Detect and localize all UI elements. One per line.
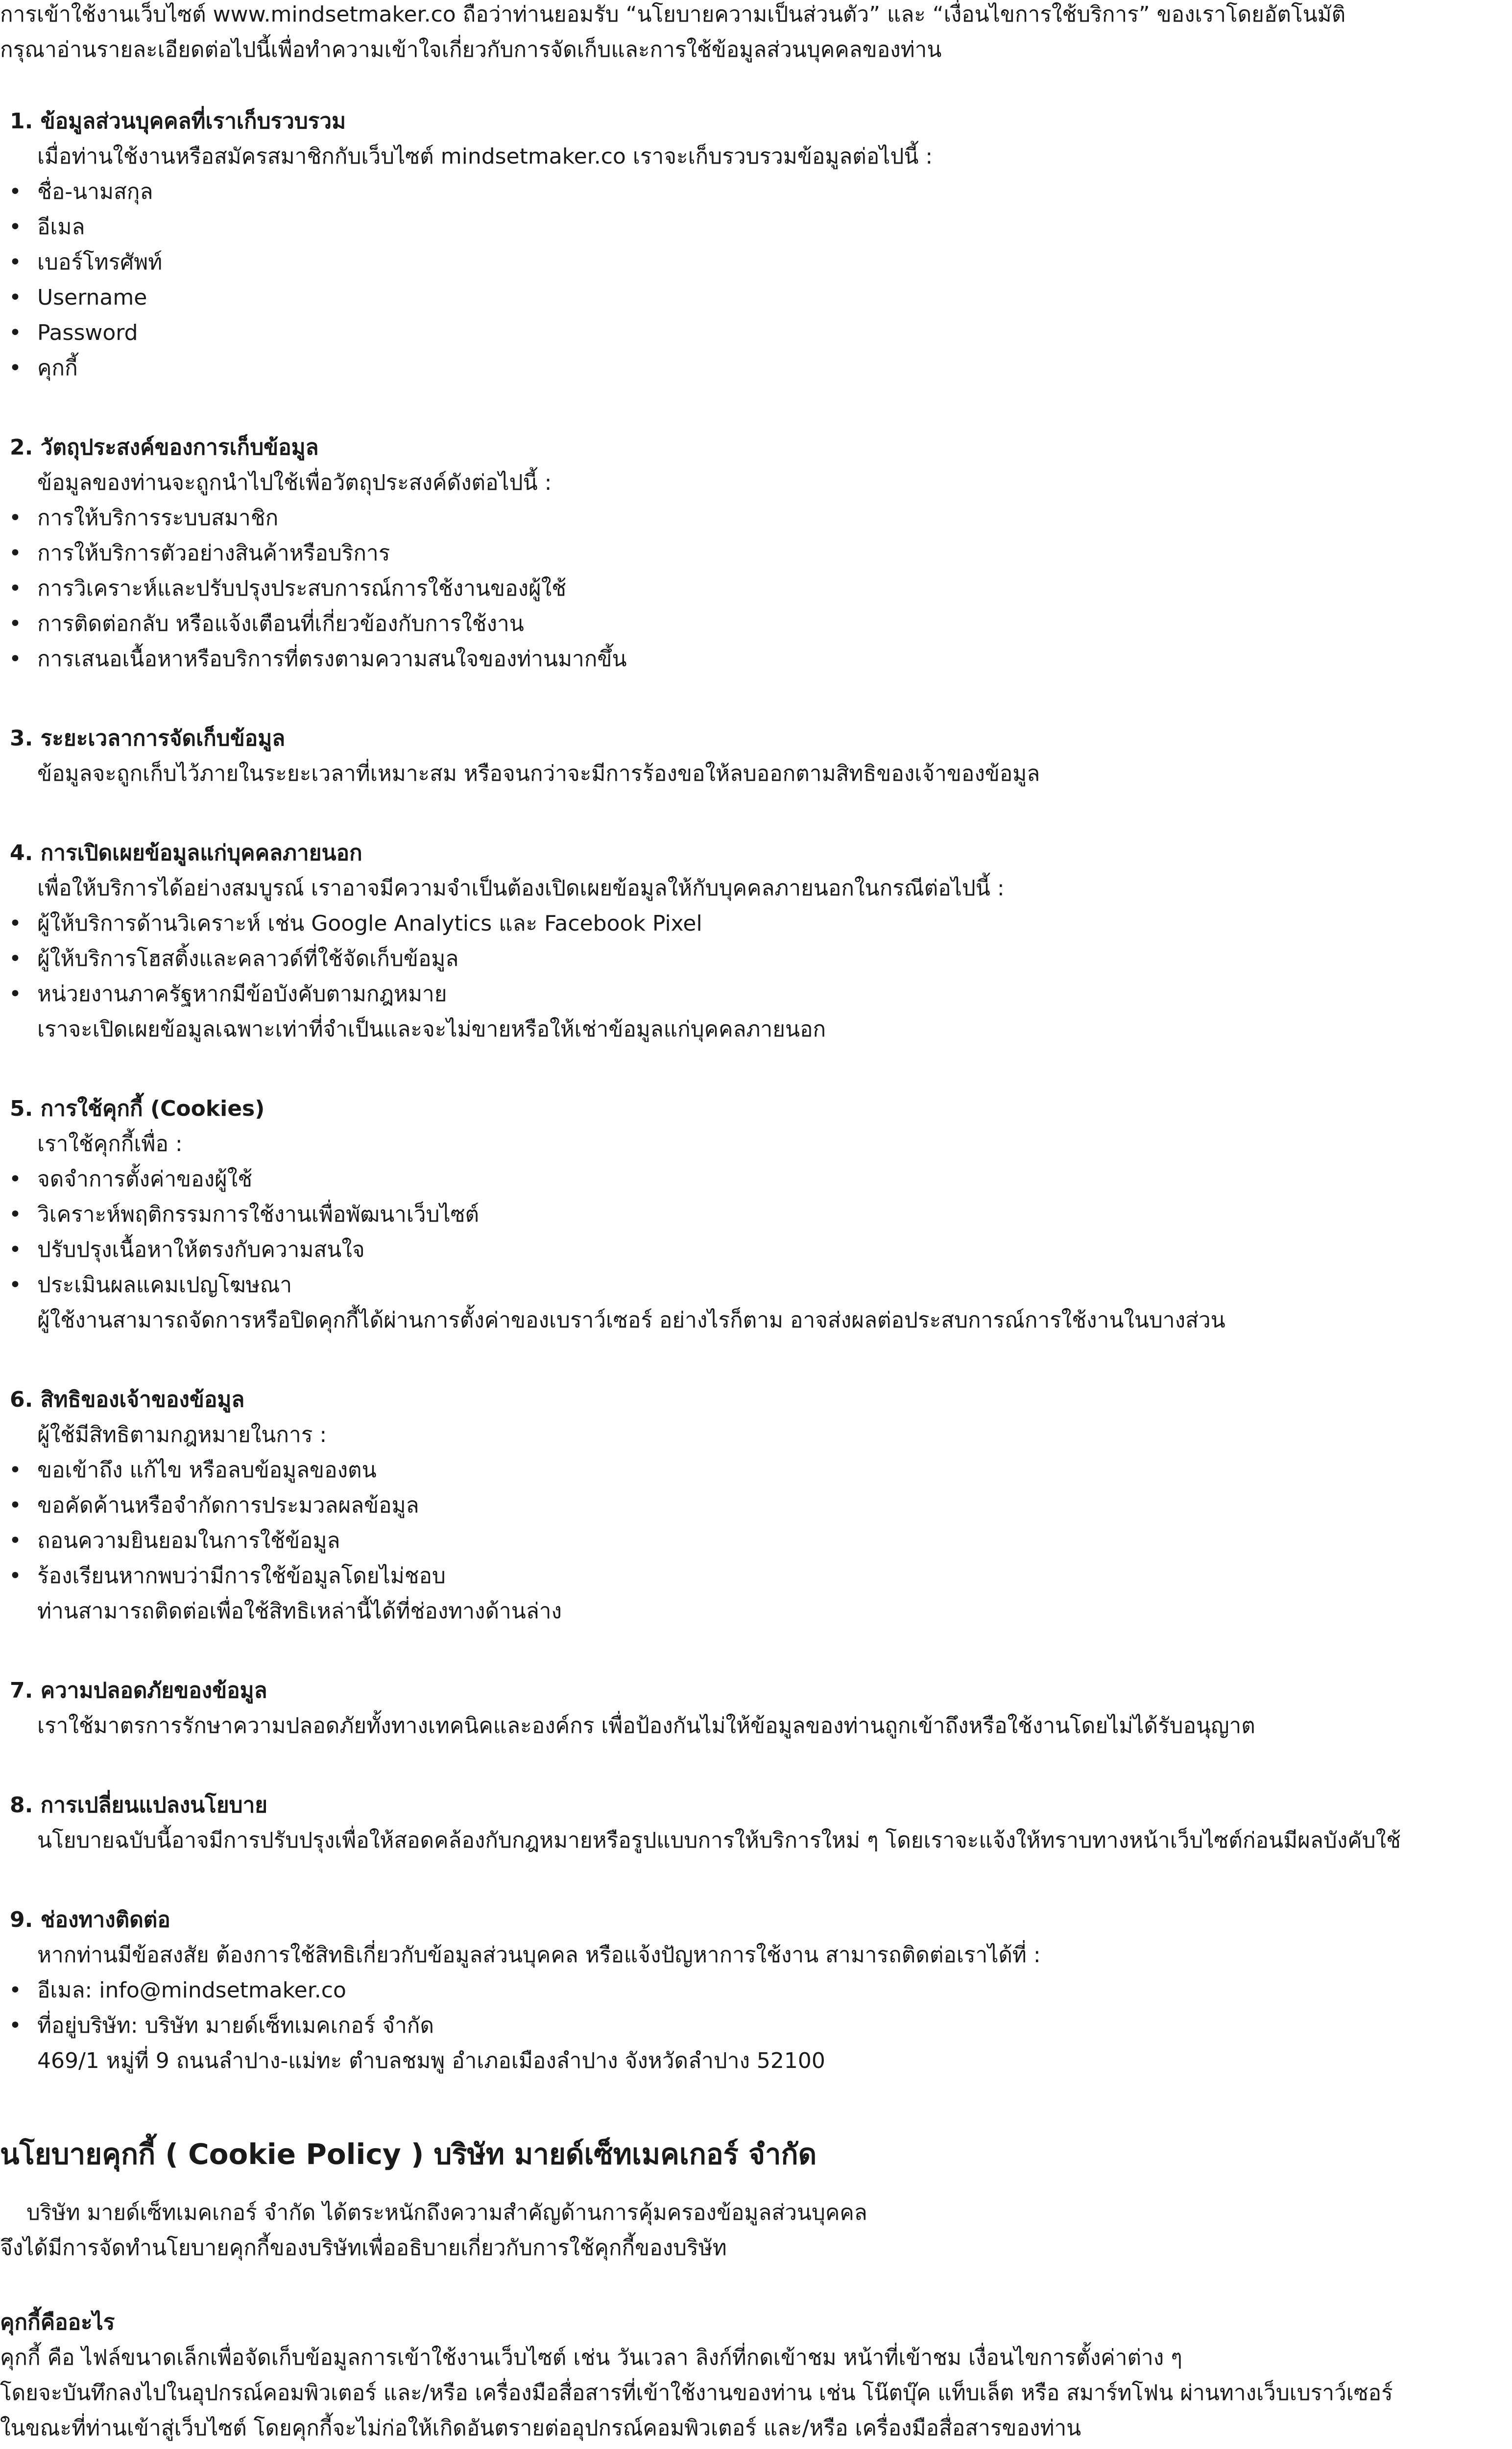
bullet-item: ผู้ให้บริการด้านวิเคราะห์ เช่น Google Analytics และ Facebook Pixel <box>37 911 702 936</box>
cookie-policy-title: นโยบายคุกกี้ ( Cookie Policy ) บริษัท มายด์เซ็ทเมคเกอร์ จำกัด <box>0 2137 817 2171</box>
bullet-icon: • <box>9 647 22 672</box>
bullet-item: Password <box>37 320 138 345</box>
bullet-icon: • <box>9 982 22 1007</box>
bullet-item: ขอคัดค้านหรือจำกัดการประมวลผลข้อมูล <box>37 1493 419 1518</box>
section-title: 3. ระยะเวลาการจัดเก็บข้อมูล <box>10 726 286 751</box>
bullet-item: อีเมล <box>37 215 85 240</box>
section-text: เราใช้มาตรการรักษาความปลอดภัยทั้งทางเทคนิคและองค์กร เพื่อป้องกันไม่ให้ข้อมูลของท่านถูกเข้าถึงหรือใช้งานโดยไม่ได้รับอนุญาต <box>37 1713 1255 1738</box>
body-line: โดยจะบันทึกลงไปในอุปกรณ์คอมพิวเตอร์ และ/หรือ เครื่องมือสื่อสารที่เข้าใช้งานของท่าน เช่น โน๊ตบุ๊ค แท็บเล็ต หรือ สมาร์ทโฟน ผ่านทางเว็บเบราว์เซอร์ <box>0 2380 1393 2405</box>
bullet-icon: • <box>9 505 22 530</box>
section-text: 469/1 หมู่ที่ 9 ถนนลำปาง-แม่ทะ ตำบลชมพู อำเภอเมืองลำปาง จังหวัดลำปาง 52100 <box>37 2048 825 2073</box>
section-text: ข้อมูลจะถูกเก็บไว้ภายในระยะเวลาที่เหมาะสม หรือจนกว่าจะมีการร้องขอให้ลบออกตามสิทธิของเจ้าของข้อมูล <box>37 761 1040 786</box>
section-text: เราจะเปิดเผยข้อมูลเฉพาะเท่าที่จำเป็นและจะไม่ขายหรือให้เช่าข้อมูลแก่บุคคลภายนอก <box>37 1017 826 1042</box>
bullet-item: ที่อยู่บริษัท: บริษัท มายด์เซ็ทเมคเกอร์ จำกัด <box>37 2013 434 2038</box>
bullet-icon: • <box>9 285 22 310</box>
intro-line: กรุณาอ่านรายละเอียดต่อไปนี้เพื่อทำความเข้าใจเกี่ยวกับการจัดเก็บและการใช้ข้อมูลส่วนบุคคลของท่าน <box>0 37 942 62</box>
bullet-item: อีเมล: info@mindsetmaker.co <box>37 1978 346 2003</box>
section-title: 8. การเปลี่ยนแปลงนโยบาย <box>10 1793 268 1818</box>
bullet-item: การให้บริการตัวอย่างสินค้าหรือบริการ <box>37 541 390 566</box>
bullet-item: ปรับปรุงเนื้อหาให้ตรงกับความสนใจ <box>37 1237 365 1262</box>
bullet-icon: • <box>9 1528 22 1553</box>
section-title: 5. การใช้คุกกี้ (Cookies) <box>10 1096 265 1121</box>
bullet-icon: • <box>9 1978 22 2003</box>
bullet-icon: • <box>9 1237 22 1262</box>
section-text: เมื่อท่านใช้งานหรือสมัครสมาชิกกับเว็บไซต์ mindsetmaker.co เราจะเก็บรวบรวมข้อมูลต่อไปนี้ : <box>37 144 933 169</box>
section-title: 1. ข้อมูลส่วนบุคคลที่เราเก็บรวบรวม <box>10 109 346 134</box>
bullet-icon: • <box>9 1273 22 1297</box>
bullet-item: เบอร์โทรศัพท์ <box>37 250 163 275</box>
bullet-item: ชื่อ-นามสกุล <box>37 179 153 204</box>
bullet-item: วิเคราะห์พฤติกรรมการใช้งานเพื่อพัฒนาเว็บไซต์ <box>37 1202 480 1227</box>
section-title: 7. ความปลอดภัยของข้อมูล <box>10 1678 267 1703</box>
section-text: ข้อมูลของท่านจะถูกนำไปใช้เพื่อวัตถุประสงค์ดังต่อไปนี้ : <box>37 470 552 495</box>
bullet-item: ขอเข้าถึง แก้ไข หรือลบข้อมูลของตน <box>37 1458 377 1483</box>
bullet-item: ผู้ให้บริการโฮสติ้งและคลาวด์ที่ใช้จัดเก็บข้อมูล <box>37 946 459 971</box>
body-line: ในขณะที่ท่านเข้าสู่เว็บไซต์ โดยคุกกี้จะไม่ก่อให้เกิดอันตรายต่ออุปกรณ์คอมพิวเตอร์ และ/หรือ เครื่องมือสื่อสารของท่าน <box>0 2416 1081 2441</box>
section-title: 9. ช่องทางติดต่อ <box>10 1907 170 1932</box>
section-title: 6. สิทธิของเจ้าของข้อมูล <box>10 1387 245 1412</box>
bullet-item: ร้องเรียนหากพบว่ามีการใช้ข้อมูลโดยไม่ชอบ <box>37 1563 446 1588</box>
section-text: ท่านสามารถติดต่อเพื่อใช้สิทธิเหล่านี้ได้ที่ช่องทางด้านล่าง <box>37 1599 562 1624</box>
bullet-item: การให้บริการระบบสมาชิก <box>37 505 279 530</box>
bullet-icon: • <box>9 911 22 936</box>
bullet-icon: • <box>9 250 22 275</box>
bullet-icon: • <box>9 215 22 240</box>
section-text: ผู้ใช้งานสามารถจัดการหรือปิดคุกกี้ได้ผ่านการตั้งค่าของเบราว์เซอร์ อย่างไรก็ตาม อาจส่งผลต่อประสบการณ์การใช้งานในบางส่วน <box>37 1308 1225 1333</box>
bullet-icon: • <box>9 611 22 636</box>
section-text: นโยบายฉบับนี้อาจมีการปรับปรุงเพื่อให้สอดคล้องกับกฎหมายหรือรูปแบบการให้บริการใหม่ ๆ โดยเราจะแจ้งให้ทราบทางหน้าเว็บไซต์ก่อนมีผลบังคับใช้ <box>37 1828 1401 1853</box>
bullet-item: หน่วยงานภาครัฐหากมีข้อบังคับตามกฎหมาย <box>37 982 447 1007</box>
section-title: 2. วัตถุประสงค์ของการเก็บข้อมูล <box>10 435 319 460</box>
bullet-item: Username <box>37 285 147 310</box>
bullet-icon: • <box>9 356 22 381</box>
bullet-icon: • <box>9 1458 22 1483</box>
section-text: เพื่อให้บริการได้อย่างสมบูรณ์ เราอาจมีความจำเป็นต้องเปิดเผยข้อมูลให้กับบุคคลภายนอกในกรณีต่อไปนี้ : <box>37 876 1005 901</box>
bullet-icon: • <box>9 1563 22 1588</box>
section-text: หากท่านมีข้อสงสัย ต้องการใช้สิทธิเกี่ยวกับข้อมูลส่วนบุคคล หรือแจ้งปัญหาการใช้งาน สามารถติดต่อเราได้ที่ : <box>37 1943 1041 1968</box>
bullet-icon: • <box>9 320 22 345</box>
subsection-title: คุกกี้คืออะไร <box>0 2310 115 2335</box>
section-title: 4. การเปิดเผยข้อมูลแก่บุคคลภายนอก <box>10 840 362 865</box>
bullet-item: การติดต่อกลับ หรือแจ้งเตือนที่เกี่ยวข้องกับการใช้งาน <box>37 611 524 636</box>
bullet-item: ประเมินผลแคมเปญโฆษณา <box>37 1273 292 1297</box>
bullet-icon: • <box>9 946 22 971</box>
bullet-item: คุกกี้ <box>37 356 78 381</box>
bullet-item: ถอนความยินยอมในการใช้ข้อมูล <box>37 1528 340 1553</box>
bullet-icon: • <box>9 2013 22 2038</box>
cookie-intro-line: บริษัท มายด์เซ็ทเมคเกอร์ จำกัด ได้ตระหนักถึงความสำคัญด้านการคุ้มครองข้อมูลส่วนบุคคล <box>26 2200 867 2225</box>
bullet-icon: • <box>9 541 22 566</box>
intro-line: การเข้าใช้งานเว็บไซต์ www.mindsetmaker.co ถือว่าท่านยอมรับ “นโยบายความเป็นส่วนตัว” และ “เงื่อนไขการใช้บริการ” ของเราโดยอัตโนมัติ <box>0 2 1346 27</box>
section-text: ผู้ใช้มีสิทธิตามกฎหมายในการ : <box>37 1422 327 1447</box>
cookie-intro-line: จึงได้มีการจัดทำนโยบายคุกกี้ของบริษัทเพื่ออธิบายเกี่ยวกับการใช้คุกกี้ของบริษัท <box>0 2235 727 2260</box>
bullet-item: การวิเคราะห์และปรับปรุงประสบการณ์การใช้งานของผู้ใช้ <box>37 576 567 601</box>
section-text: เราใช้คุกกี้เพื่อ : <box>37 1131 183 1156</box>
body-line: คุกกี้ คือ ไฟล์ขนาดเล็กเพื่อจัดเก็บข้อมูลการเข้าใช้งานเว็บไซต์ เช่น วันเวลา ลิงก์ที่กดเข้าชม หน้าที่เข้าชม เงื่อนไขการตั้งค่าต่าง ๆ <box>0 2345 1182 2370</box>
bullet-icon: • <box>9 1493 22 1518</box>
bullet-icon: • <box>9 179 22 204</box>
bullet-icon: • <box>9 1167 22 1192</box>
bullet-item: การเสนอเนื้อหาหรือบริการที่ตรงตามความสนใจของท่านมากขึ้น <box>37 647 627 672</box>
bullet-icon: • <box>9 576 22 601</box>
bullet-item: จดจำการตั้งค่าของผู้ใช้ <box>37 1167 253 1192</box>
bullet-icon: • <box>9 1202 22 1227</box>
